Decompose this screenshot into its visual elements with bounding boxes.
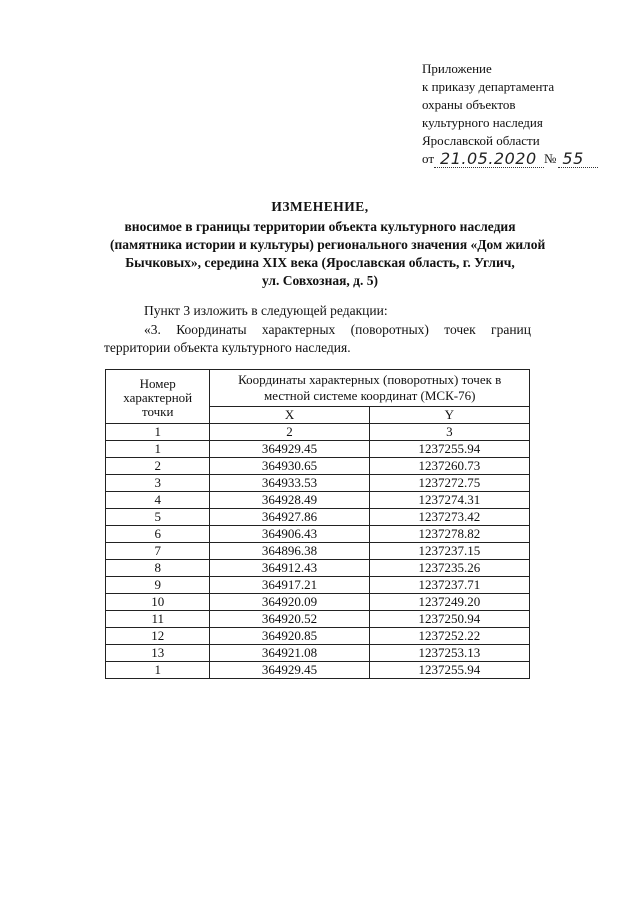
table-row (106, 611, 530, 628)
point-number-cell: 1 (106, 441, 210, 458)
y-coordinate-cell: 1237255.94 (369, 441, 529, 458)
x-coordinate-cell: 364921.08 (210, 645, 369, 662)
paragraph-instruction: Пункт 3 изложить в следующей редакции: (144, 303, 388, 318)
table-row (106, 645, 530, 662)
date-prefix: от (422, 151, 435, 166)
x-coordinate-cell: 364933.53 (210, 475, 369, 492)
point-number-cell: 6 (106, 526, 210, 543)
table-index-row (106, 424, 530, 441)
y-coordinate-cell: 1237273.42 (369, 509, 529, 526)
appendix-line: охраны объектов (422, 97, 516, 112)
number-sign: № (544, 151, 557, 166)
table-row (106, 475, 530, 492)
appendix-line: культурного наследия (422, 115, 543, 130)
x-coordinate-cell: 364917.21 (210, 577, 369, 594)
point-number-cell: 11 (106, 611, 210, 628)
x-coordinate-cell: 364929.45 (210, 662, 369, 679)
point-number-cell: 5 (106, 509, 210, 526)
appendix-line: к приказу департамента (422, 79, 555, 94)
x-coordinate-cell: 364927.86 (210, 509, 369, 526)
col-coordinates-header: Координаты характерных (поворотных) точек в местной системе координат (МСК-76) (210, 370, 530, 407)
point-number-cell: 2 (106, 458, 210, 475)
table-row (106, 526, 530, 543)
y-coordinate-cell: 1237249.20 (369, 594, 529, 611)
table-row (106, 628, 530, 645)
x-coordinate-cell: 364929.45 (210, 441, 369, 458)
point-number-cell: 7 (106, 543, 210, 560)
table-row (106, 509, 530, 526)
title-line: вносимое в границы территории объекта культурного наследия (124, 219, 516, 234)
appendix-line: Приложение (422, 61, 492, 76)
y-coordinate-cell: 1237235.26 (369, 560, 529, 577)
y-coordinate-cell: 1237260.73 (369, 458, 529, 475)
point-number-cell: 4 (106, 492, 210, 509)
col-y-header: Y (369, 407, 529, 424)
appendix-line: Ярославской области (422, 133, 540, 148)
point-number-cell: 10 (106, 594, 210, 611)
coordinates-table (105, 369, 530, 679)
x-coordinate-cell: 364920.09 (210, 594, 369, 611)
handwritten-number: 55 (558, 151, 598, 168)
point-number-cell: 8 (106, 560, 210, 577)
point-number-cell: 13 (106, 645, 210, 662)
title-line: ул. Совхозная, д. 5) (261, 273, 378, 288)
table-row (106, 492, 530, 509)
y-coordinate-cell: 1237278.82 (369, 526, 529, 543)
paragraph-point-3: «3. Координаты характерных (поворотных) точек границ территории объекта культурного наследия. (104, 322, 531, 355)
y-coordinate-cell: 1237272.75 (369, 475, 529, 492)
index-cell: 1 (106, 424, 210, 441)
point-number-cell: 1 (106, 662, 210, 679)
appendix-header (422, 60, 622, 168)
table-row (106, 560, 530, 577)
table-row (106, 577, 530, 594)
y-coordinate-cell: 1237252.22 (369, 628, 529, 645)
x-coordinate-cell: 364920.52 (210, 611, 369, 628)
table-row (106, 543, 530, 560)
x-coordinate-cell: 364928.49 (210, 492, 369, 509)
x-coordinate-cell: 364912.43 (210, 560, 369, 577)
table-row (106, 594, 530, 611)
x-coordinate-cell: 364896.38 (210, 543, 369, 560)
document-title (110, 198, 546, 290)
col-point-number-header: Номер характерной точки (106, 370, 210, 424)
title-main: ИЗМЕНЕНИЕ, (271, 199, 369, 214)
table-row (106, 458, 530, 475)
col-x-header: X (210, 407, 369, 424)
x-coordinate-cell: 364930.65 (210, 458, 369, 475)
x-coordinate-cell: 364920.85 (210, 628, 369, 645)
title-line: (памятника истории и культуры) регионального значения «Дом жилой (110, 237, 546, 252)
title-line: Бычковых», середина XIX века (Ярославская область, г. Углич, (125, 255, 515, 270)
y-coordinate-cell: 1237255.94 (369, 662, 529, 679)
y-coordinate-cell: 1237250.94 (369, 611, 529, 628)
y-coordinate-cell: 1237237.15 (369, 543, 529, 560)
x-coordinate-cell: 364906.43 (210, 526, 369, 543)
index-cell: 3 (369, 424, 529, 441)
point-number-cell: 12 (106, 628, 210, 645)
index-cell: 2 (210, 424, 369, 441)
table-row (106, 662, 530, 679)
y-coordinate-cell: 1237253.13 (369, 645, 529, 662)
handwritten-date: 21.05.2020 (434, 151, 544, 168)
table-row (106, 441, 530, 458)
point-number-cell: 3 (106, 475, 210, 492)
table-header-row (106, 370, 530, 407)
y-coordinate-cell: 1237237.71 (369, 577, 529, 594)
y-coordinate-cell: 1237274.31 (369, 492, 529, 509)
point-number-cell: 9 (106, 577, 210, 594)
order-date-number (422, 150, 622, 168)
